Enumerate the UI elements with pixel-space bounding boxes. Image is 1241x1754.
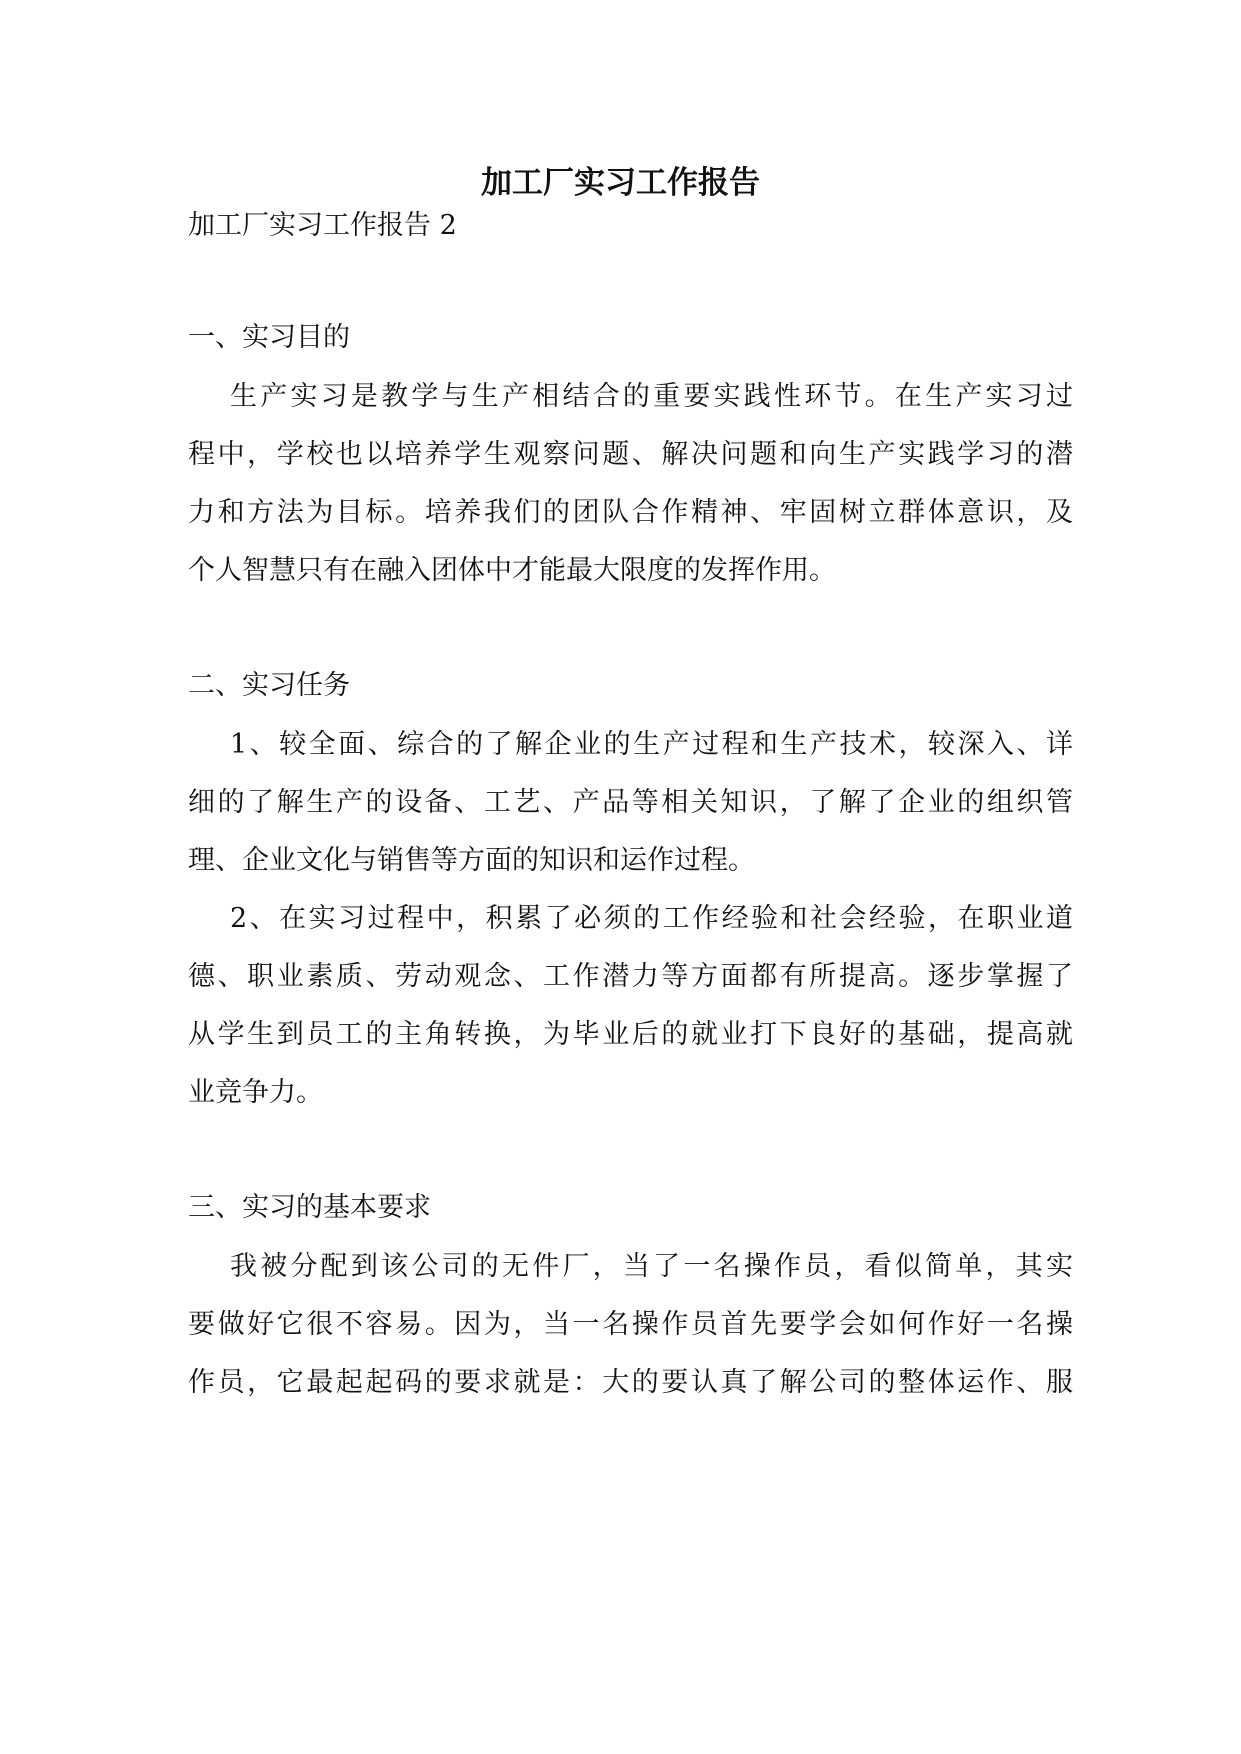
section-heading-requirements: 三、实习的基本要求 <box>188 1192 431 1223</box>
document-subtitle: 加工厂实习工作报告 2 <box>188 210 457 241</box>
document-title: 加工厂实习工作报告 <box>481 165 760 201</box>
paragraph-line: 我被分配到该公司的无件厂，当了一名操作员，看似简单，其实 <box>230 1251 1073 1282</box>
section-heading-tasks: 二、实习任务 <box>188 670 350 701</box>
section-heading-purpose: 一、实习目的 <box>188 322 350 353</box>
paragraph-line: 要做好它很不容易。因为，当一名操作员首先要学会如何作好一名操 <box>188 1309 1073 1340</box>
paragraph-line: 力和方法为目标。培养我们的团队合作精神、牢固树立群体意识，及 <box>188 497 1073 528</box>
paragraph-line: 细的了解生产的设备、工艺、产品等相关知识，了解了企业的组织管 <box>188 787 1073 818</box>
paragraph-line: 生产实习是教学与生产相结合的重要实践性环节。在生产实习过 <box>230 381 1073 412</box>
paragraph-line: 理、企业文化与销售等方面的知识和运作过程。 <box>188 845 755 876</box>
paragraph-line: 业竞争力。 <box>188 1077 323 1108</box>
paragraph-line: 从学生到员工的主角转换，为毕业后的就业打下良好的基础，提高就 <box>188 1019 1073 1050</box>
paragraph-line: 1、较全面、综合的了解企业的生产过程和生产技术，较深入、详 <box>230 729 1073 760</box>
paragraph-line: 作员，它最起起码的要求就是：大的要认真了解公司的整体运作、服 <box>188 1367 1073 1398</box>
paragraph-line: 2、在实习过程中，积累了必须的工作经验和社会经验，在职业道 <box>230 903 1073 934</box>
paragraph-line: 德、职业素质、劳动观念、工作潜力等方面都有所提高。逐步掌握了 <box>188 961 1073 992</box>
paragraph-line: 程中，学校也以培养学生观察问题、解决问题和向生产实践学习的潜 <box>188 439 1073 470</box>
paragraph-line: 个人智慧只有在融入团体中才能最大限度的发挥作用。 <box>188 555 836 586</box>
